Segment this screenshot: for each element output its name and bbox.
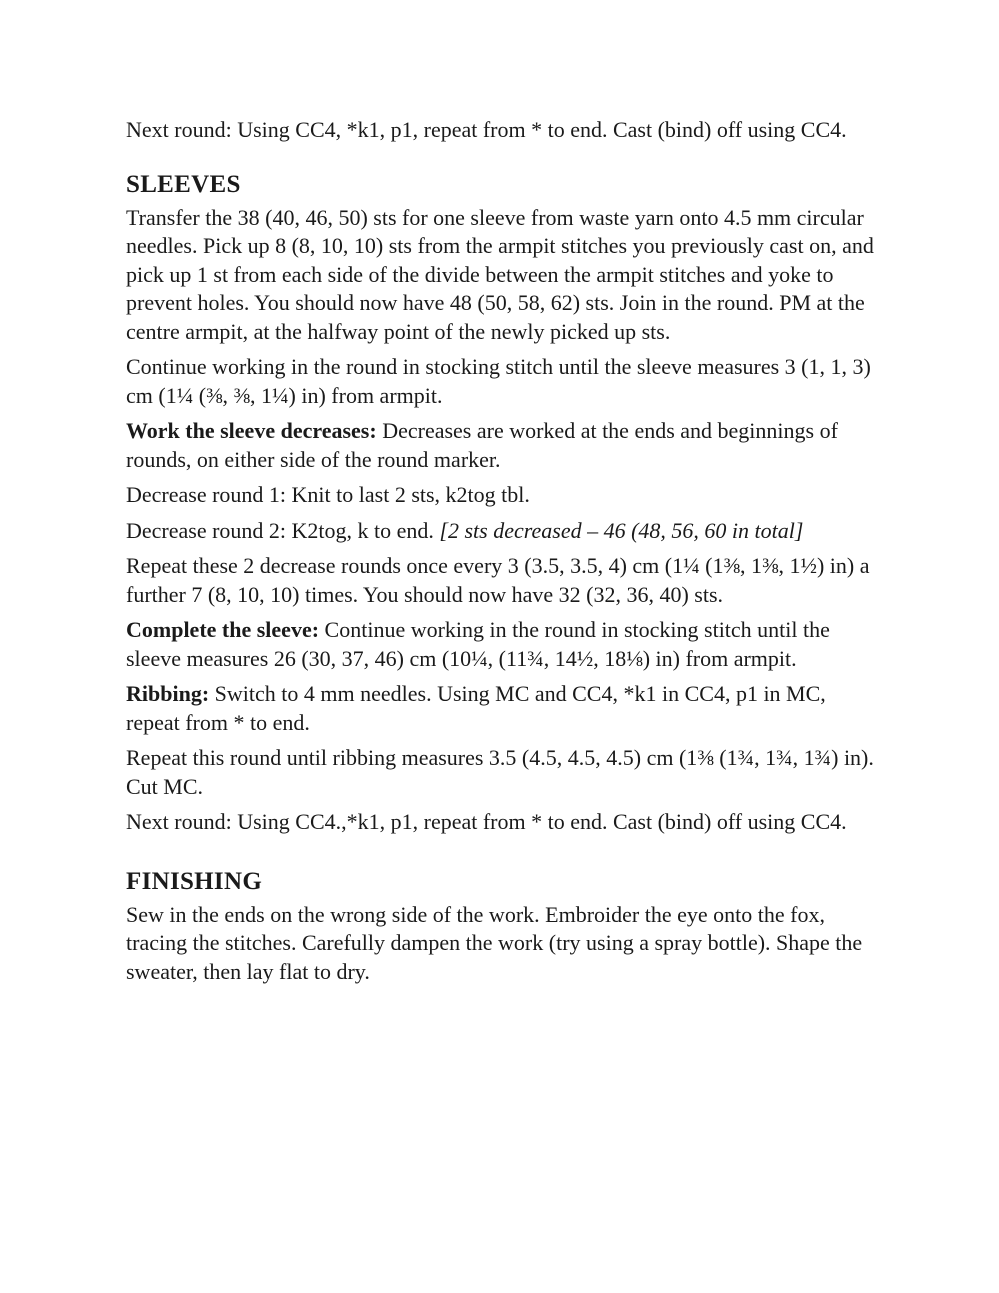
repeat-decreases-paragraph: Repeat these 2 decrease rounds once every 3 (3.5, 3.5, 4) cm (1¼ (1⅜, 1⅜, 1½) in) a further 7 (8, 10, 10) times. You should now have 32 (32, 36, 40) sts.: [126, 553, 870, 607]
sleeve-decreases-text: Decreases are worked at the ends and beginnings of rounds, on either side of the round marker.: [126, 418, 838, 472]
complete-sleeve-text: Continue working in the round in stocking stitch until the sleeve measures 26 (30, 37, 46) cm (10¼, (11¾, 14½, 18⅛) in) from armpit.: [126, 617, 830, 671]
complete-sleeve-paragraph: [126, 616, 874, 673]
sleeve-decreases-paragraph: [126, 417, 874, 474]
document-page: [126, 116, 874, 993]
finishing-paragraph: Sew in the ends on the wrong side of the work. Embroider the eye onto the fox, tracing the stitches. Carefully dampen the work (try using a spray bottle). Shape the sweater, then lay flat to dry.: [126, 901, 863, 984]
intro-paragraph: Next round: Using CC4, *k1, p1, repeat from * to end. Cast (bind) off using CC4.: [126, 117, 847, 142]
sleeves-transfer-paragraph: Transfer the 38 (40, 46, 50) sts for one sleeve from waste yarn onto 4.5 mm circular needles. Pick up 8 (8, 10, 10) sts from the armpit stitches you previously cast on, and pick up 1 st from each side of the divide between the armpit stitches and yoke to prevent holes. You should now have 48 (50, 58, 62) sts. Join in the round. PM at the centre armpit, at the halfway point of the newly picked up sts.: [126, 204, 874, 344]
sleeves-cast-off-paragraph: Next round: Using CC4.,*k1, p1, repeat from * to end. Cast (bind) off using CC4.: [126, 809, 847, 834]
decrease-round-2-text: Decrease round 2: K2tog, k to end.: [126, 517, 440, 543]
sleeves-heading: SLEEVES: [126, 170, 241, 198]
sleeve-decreases-lead: Work the sleeve decreases:: [126, 418, 377, 443]
ribbing-text: Switch to 4 mm needles. Using MC and CC4, *k1 in CC4, p1 in MC, repeat from * to end.: [126, 681, 826, 735]
decrease-round-1-paragraph: Decrease round 1: Knit to last 2 sts, k2tog tbl.: [126, 482, 530, 507]
decrease-round-2-paragraph: [126, 517, 874, 546]
repeat-ribbing-paragraph: Repeat this round until ribbing measures 3.5 (4.5, 4.5, 4.5) cm (1⅜ (1¾, 1¾, 1¾) in). Cut MC.: [126, 745, 874, 799]
sleeves-continue-paragraph: Continue working in the round in stocking stitch until the sleeve measures 3 (1, 1, 3) cm (1¼ (⅜, ⅜, 1¼) in) from armpit.: [126, 354, 871, 408]
ribbing-lead: Ribbing:: [126, 681, 210, 706]
finishing-heading: FINISHING: [126, 867, 263, 895]
decrease-round-2-note: [2 sts decreased – 46 (48, 56, 60 in total]: [439, 517, 804, 543]
ribbing-paragraph: [126, 680, 874, 737]
complete-sleeve-lead: Complete the sleeve:: [126, 617, 320, 642]
